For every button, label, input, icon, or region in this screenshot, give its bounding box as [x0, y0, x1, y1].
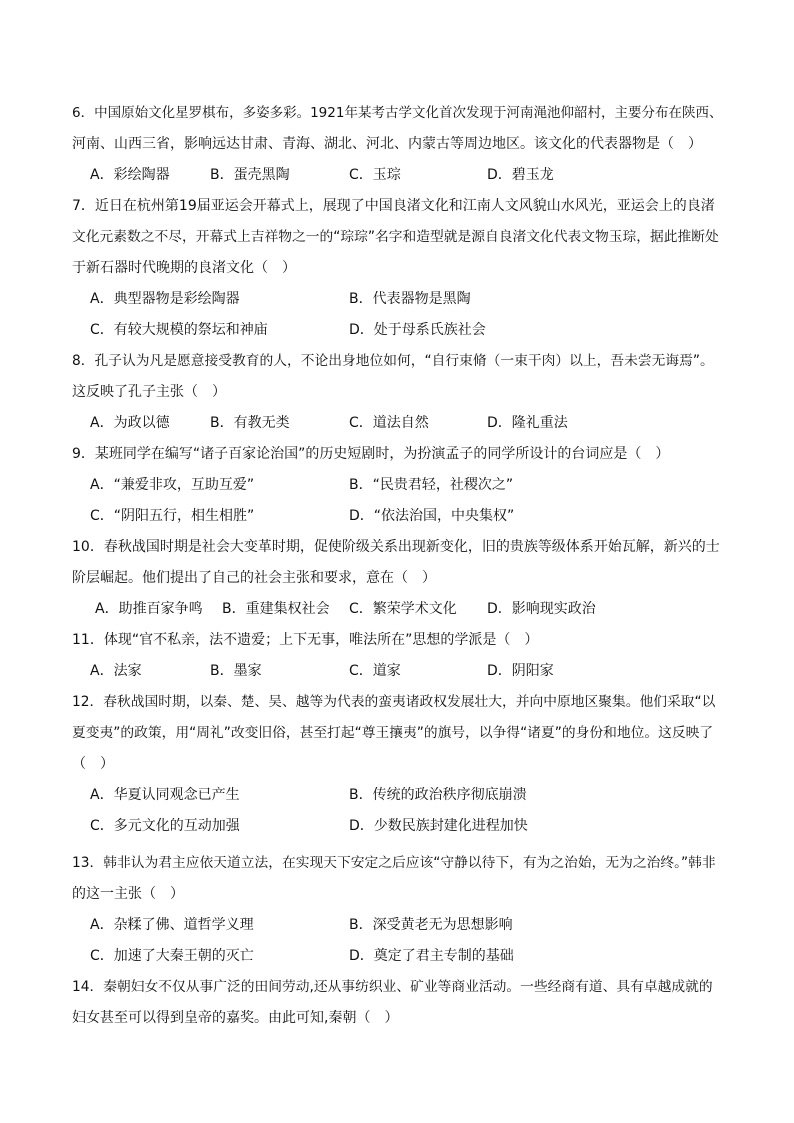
question-6-option-a: A．彩绘陶器: [90, 167, 170, 183]
question-6-option-c: C．玉琮: [349, 167, 401, 183]
question-13-stem-line-2: 的这一主张（ ）: [72, 886, 184, 902]
question-9-stem-line-1: 9．某班同学在编写“诸子百家论治国”的历史短剧时，为扮演孟子的同学所设计的台词应是（ ）: [72, 446, 670, 462]
question-9-option-b: B．“民贵君轻，社稷次之”: [349, 477, 514, 493]
question-7-stem-line-1: 7．近日在杭州第19届亚运会开幕式上，展现了中国良渚文化和江南人文风貌山水风光，亚运会上的良渚: [72, 198, 715, 214]
question-7-option-b: B．代表器物是黑陶: [349, 291, 471, 307]
question-12-stem-line-2: 夏变夷”的政策，用“周礼”改变旧俗，甚至打起“尊王攘夷”的旗号，以争得“诸夏”的身份和地位。这反映了: [72, 725, 714, 741]
question-12-option-c: C．多元文化的互动加强: [90, 818, 240, 834]
question-9-option-c: C．“阴阳五行，相生相胜”: [90, 508, 255, 524]
question-14-stem-line-1: 14．秦朝妇女不仅从事广泛的田间劳动,还从事纺织业、矿业等商业活动。一些经商有道、具有卓越成就的: [72, 979, 713, 995]
question-11-stem-line-1: 11．体现“官不私亲，法不遗爱；上下无事，唯法所在”思想的学派是（ ）: [72, 632, 539, 648]
question-10-option-b: B．重建集权社会: [222, 601, 330, 617]
question-7-stem-line-3: 于新石器时代晚期的良渚文化（ ）: [72, 260, 296, 276]
question-7-option-d: D．处于母系氏族社会: [349, 322, 486, 338]
question-10-option-d: D．影响现实政治: [487, 601, 596, 617]
question-12-option-d: D．少数民族封建化进程加快: [349, 818, 528, 834]
question-8-stem-line-1: 8．孔子认为凡是愿意接受教育的人，不论出身地位如何，“自行束脩（一束干肉）以上，吾未尝无诲焉”。: [72, 353, 714, 369]
question-8-option-b: B．有教无类: [210, 415, 290, 431]
question-10-option-a: A．助推百家争鸣: [95, 601, 203, 617]
question-13-option-c: C．加速了大秦王朝的灭亡: [90, 948, 254, 964]
question-7-option-c: C．有较大规模的祭坛和神庙: [90, 322, 268, 338]
question-12-stem-line-1: 12．春秋战国时期，以秦、楚、吴、越等为代表的蛮夷诸政权发展壮大，并向中原地区聚集。他们采取“以: [72, 694, 716, 710]
question-6-option-d: D．碧玉龙: [487, 167, 554, 183]
question-10-stem-line-1: 10．春秋战国时期是社会大变革时期，促使阶级关系出现新变化，旧的贵族等级体系开始瓦解，新兴的士: [72, 539, 720, 555]
question-7-option-a: A．典型器物是彩绘陶器: [90, 291, 240, 307]
question-10-option-c: C．繁荣学术文化: [349, 601, 457, 617]
question-8-option-c: C．道法自然: [349, 415, 429, 431]
question-11-option-c: C．道家: [349, 663, 401, 679]
question-10-stem-line-2: 阶层崛起。他们提出了自己的社会主张和要求，意在（ ）: [72, 570, 436, 586]
question-14-stem-line-2: 妇女甚至可以得到皇帝的嘉奖。由此可知,秦朝（ ）: [72, 1010, 399, 1026]
question-12-stem-line-3: （ ）: [72, 756, 114, 772]
question-9-option-d: D．“依法治国，中央集权”: [349, 508, 515, 524]
question-13-stem-line-1: 13．韩非认为君主应依天道立法，在实现天下安定之后应该“守静以待下，有为之治始，无为之治终。”韩非: [72, 855, 716, 871]
question-6-stem-line-1: 6．中国原始文化星罗棋布，多姿多彩。1921年某考古学文化首次发现于河南渑池仰韶村，主要分布在陕西、: [72, 105, 723, 121]
question-12-option-b: B．传统的政治秩序彻底崩溃: [349, 787, 527, 803]
question-13-option-a: A．杂糅了佛、道哲学义理: [90, 917, 254, 933]
question-6-option-b: B．蛋壳黑陶: [210, 167, 290, 183]
question-9-option-a: A．“兼爱非攻，互助互爱”: [90, 477, 255, 493]
question-8-stem-line-2: 这反映了孔子主张（ ）: [72, 384, 226, 400]
question-11-option-d: D．阴阳家: [487, 663, 554, 679]
question-6-stem-line-2: 河南、山西三省，影响远达甘肃、青海、湖北、河北、内蒙古等周边地区。该文化的代表器物是（ ）: [72, 136, 702, 152]
question-13-option-d: D．奠定了君主专制的基础: [349, 948, 514, 964]
question-8-option-a: A．为政以德: [90, 415, 170, 431]
question-11-option-a: A．法家: [90, 663, 142, 679]
question-13-option-b: B．深受黄老无为思想影响: [349, 917, 513, 933]
question-8-option-d: D．隆礼重法: [487, 415, 568, 431]
question-7-stem-line-2: 文化元素数之不尽，开幕式上吉祥物之一的“琮琮”名字和造型就是源自良渚文化代表文物玉琮，据此推断处: [72, 229, 719, 245]
question-11-option-b: B．墨家: [210, 663, 262, 679]
question-12-option-a: A．华夏认同观念已产生: [90, 787, 240, 803]
